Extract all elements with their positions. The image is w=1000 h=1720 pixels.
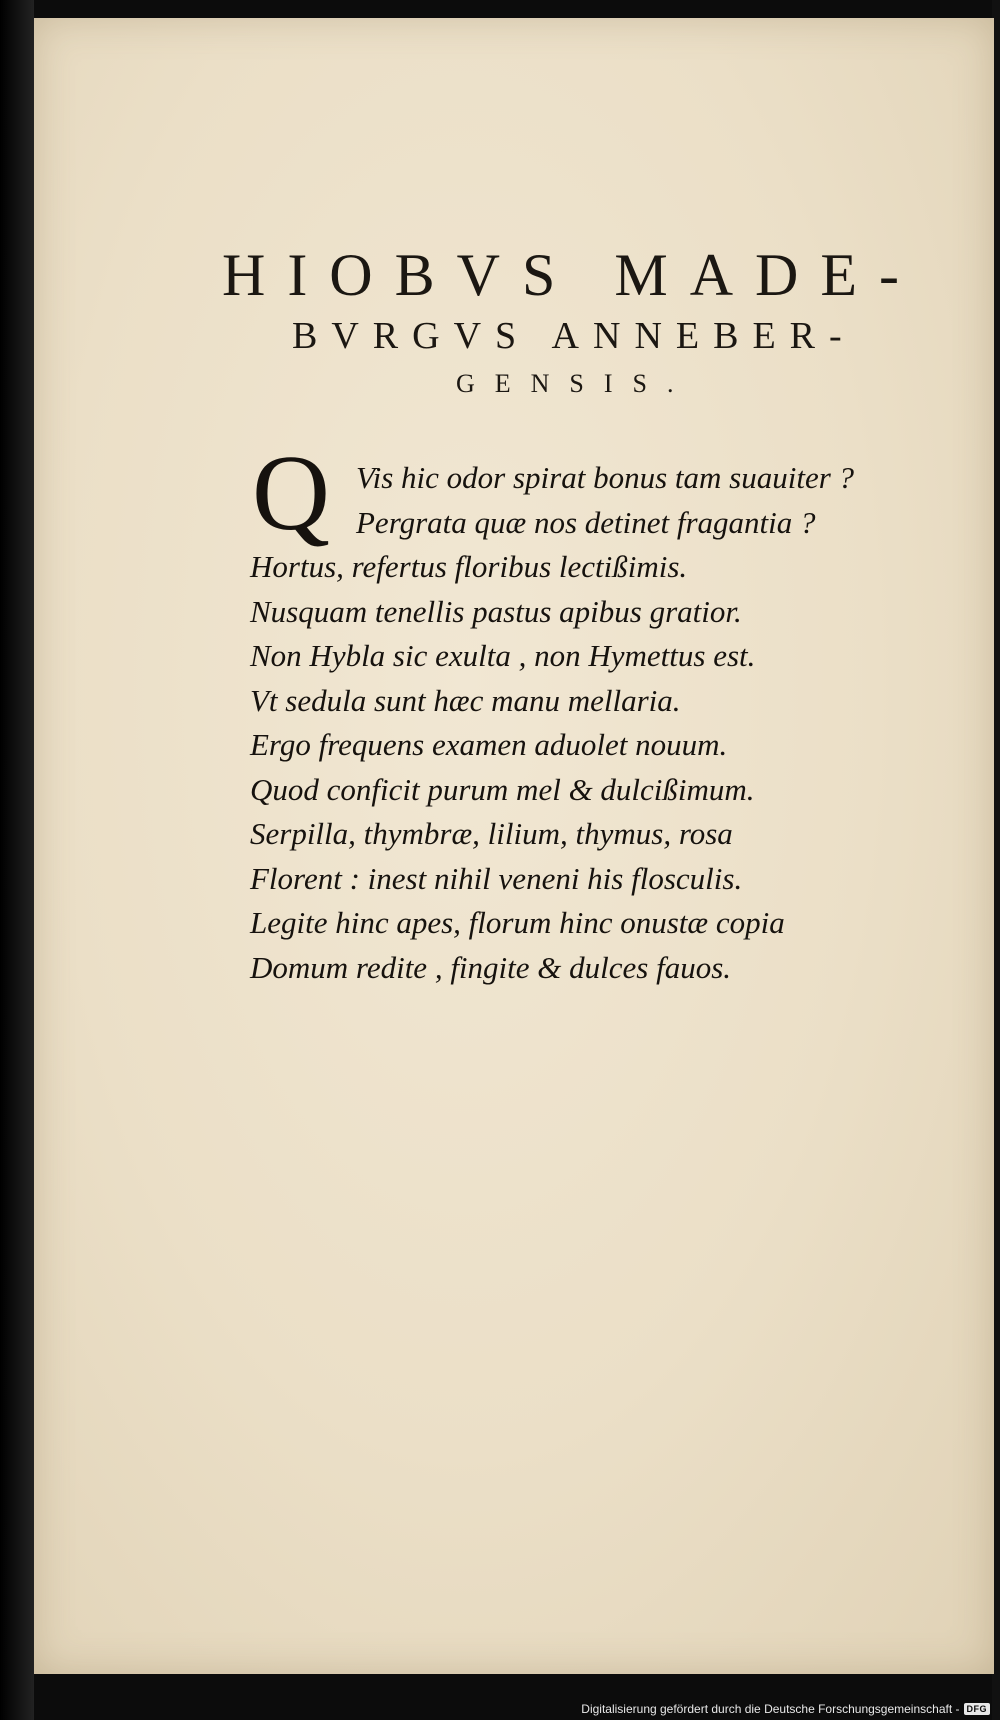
poem-line: Domum redite , fingite & dulces fauos.: [250, 949, 732, 985]
poem-line: Vis hic odor spirat bonus tam suauiter ?: [356, 460, 855, 495]
poem-body: [250, 456, 950, 990]
book-spine-shadow: [0, 0, 34, 1720]
heading-line-1: HIOBVS MADE-: [222, 242, 921, 308]
dfg-logo-icon: DFG: [964, 1703, 991, 1715]
heading-line-2: BVRGVS ANNEBER-: [292, 315, 856, 357]
poem-line: Vt sedula sunt hæc manu mellaria.: [250, 682, 681, 718]
poem-line: Ergo frequens examen aduolet nouum.: [250, 727, 728, 762]
credit-text: Digitalisierung gefördert durch die Deutsche Forschungsgemeinschaft -: [581, 1702, 960, 1716]
poem-line: Nusquam tenellis pastus apibus gratior.: [250, 593, 742, 629]
poem-line: Serpilla, thymbræ, lilium, thymus, rosa: [250, 816, 733, 851]
drop-cap: Q: [252, 434, 330, 553]
poem-line: Florent : inest nihil veneni his flosculis.: [250, 860, 743, 896]
poem-heading: [222, 240, 982, 406]
poem-line: Hortus, refertus floribus lectißimis.: [250, 549, 688, 584]
heading-line-3: GENSIS.: [456, 369, 694, 398]
poem-line: Quod conficit purum mel & dulcißimum.: [250, 771, 755, 807]
digitization-credit: [581, 1702, 990, 1716]
poem-line: Non Hybla sic exulta , non Hymettus est.: [250, 638, 756, 673]
poem-line: Pergrata quæ nos detinet fragantia ?: [356, 504, 816, 540]
poem-line: Legite hinc apes, florum hinc onustæ copia: [250, 905, 785, 940]
